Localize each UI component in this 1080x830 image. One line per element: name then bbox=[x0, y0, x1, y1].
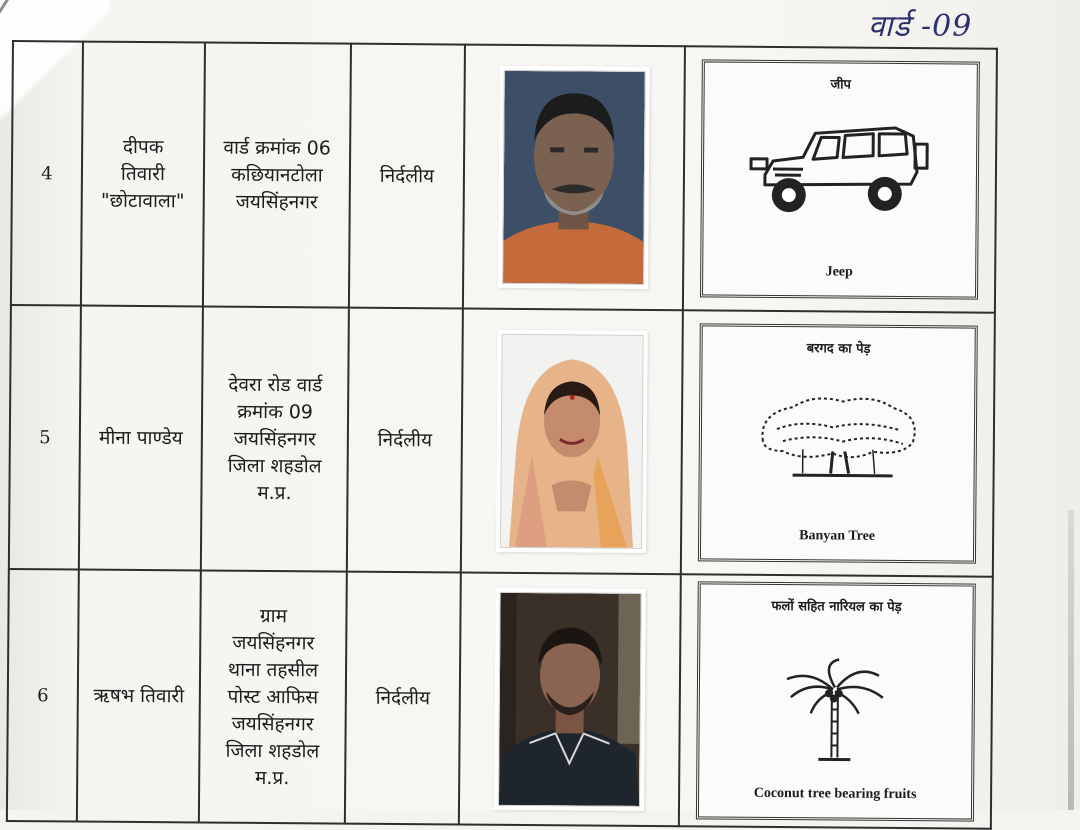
symbol-cell bbox=[681, 310, 995, 576]
table-row bbox=[7, 569, 993, 829]
address-line: कछियानटोला bbox=[209, 161, 345, 189]
candidate-table-sheet bbox=[6, 40, 996, 828]
candidate-address bbox=[199, 570, 347, 823]
address-line: क्रमांक 09 bbox=[207, 398, 343, 426]
candidate-address bbox=[201, 307, 349, 572]
candidate-table bbox=[6, 40, 998, 830]
table-row bbox=[11, 41, 997, 313]
female-portrait-icon bbox=[501, 335, 643, 548]
banyan-tree-icon bbox=[753, 391, 924, 482]
serial-number: 4 bbox=[11, 41, 83, 306]
party-affiliation: निर्दलीय bbox=[345, 572, 461, 825]
address-line: म.प्र. bbox=[206, 479, 342, 507]
photo-cell bbox=[463, 45, 685, 311]
address-line: जिला शहडोल bbox=[204, 737, 340, 765]
symbol-name-hindi: बरगद का पेड़ bbox=[702, 334, 974, 363]
address-line: पोस्ट आफिस bbox=[205, 683, 341, 711]
address-line: जयसिंहनगर bbox=[205, 710, 341, 738]
symbol-cell bbox=[679, 574, 993, 828]
election-symbol bbox=[700, 59, 980, 299]
table-row bbox=[9, 305, 995, 577]
party-affiliation: निर्दलीय bbox=[347, 308, 463, 573]
male-portrait-icon bbox=[503, 71, 645, 284]
address-line: जयसिंहनगर bbox=[205, 629, 341, 657]
candidate-name bbox=[77, 570, 201, 823]
symbol-cell bbox=[683, 46, 997, 312]
address-line: देवरा रोड वार्ड bbox=[207, 371, 343, 399]
candidate-photo bbox=[502, 70, 646, 285]
serial-number: 5 bbox=[9, 305, 81, 570]
candidate-address bbox=[203, 43, 351, 308]
address-line: जयसिंहनगर bbox=[209, 188, 345, 216]
symbol-name-english: Jeep bbox=[703, 257, 975, 286]
address-line: जिला शहडोल bbox=[207, 452, 343, 480]
symbol-name-hindi: फलों सहित नारियल का पेड़ bbox=[700, 592, 972, 621]
jeep-icon bbox=[745, 113, 936, 224]
address-line: जयसिंहनगर bbox=[207, 425, 343, 453]
name-line: "छोटावाला" bbox=[87, 187, 199, 215]
party-affiliation: निर्दलीय bbox=[349, 44, 465, 309]
address-line: ग्राम bbox=[205, 602, 341, 630]
candidate-photo bbox=[500, 334, 644, 549]
address-line: थाना तहसील bbox=[205, 656, 341, 684]
name-line: दीपक bbox=[87, 133, 199, 161]
address-line: म.प्र. bbox=[204, 764, 340, 792]
symbol-name-english: Banyan Tree bbox=[701, 521, 973, 550]
page-edge bbox=[1068, 510, 1074, 810]
photo-cell bbox=[461, 309, 683, 575]
election-symbol bbox=[698, 323, 978, 563]
candidate-name bbox=[81, 42, 205, 307]
serial-number: 6 bbox=[7, 569, 79, 822]
symbol-name-hindi: जीप bbox=[705, 70, 977, 99]
name-line: मीना पाण्डेय bbox=[85, 424, 197, 452]
name-line: ऋषभ तिवारी bbox=[83, 682, 195, 710]
male-portrait-icon bbox=[499, 593, 641, 806]
election-symbol bbox=[696, 581, 976, 821]
coconut-tree-icon bbox=[780, 657, 891, 768]
photo-cell bbox=[459, 573, 681, 827]
candidate-photo bbox=[498, 592, 642, 807]
address-line: वार्ड क्रमांक 06 bbox=[209, 134, 345, 162]
candidate-name bbox=[79, 306, 203, 571]
symbol-name-english: Coconut tree bearing fruits bbox=[699, 779, 971, 808]
name-line: तिवारी bbox=[87, 160, 199, 188]
ward-note: वार्ड -09 bbox=[868, 4, 972, 45]
